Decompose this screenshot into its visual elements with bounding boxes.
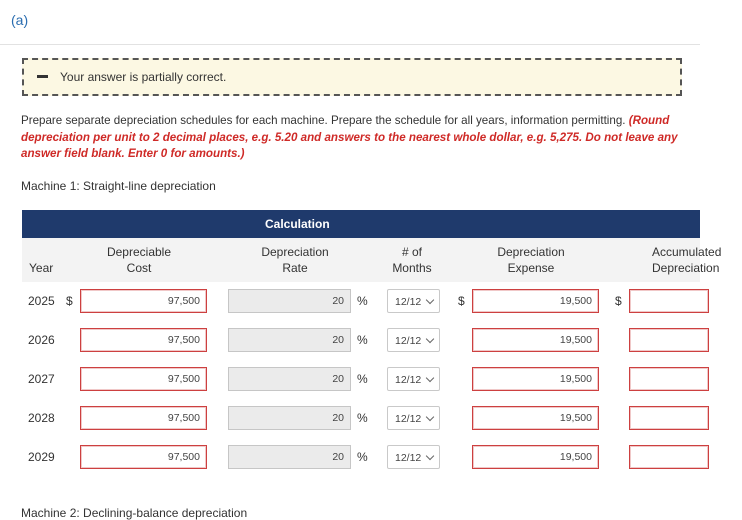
accumulated-depreciation-input[interactable] xyxy=(629,289,709,313)
accumulated-depreciation-input[interactable] xyxy=(629,328,709,352)
partial-correct-alert xyxy=(22,58,682,96)
machine-2-title: Machine 2: Declining-balance depreciation xyxy=(21,506,248,520)
table-row xyxy=(0,445,700,469)
months-select[interactable]: 12/12 xyxy=(387,328,440,352)
depreciation-expense-input[interactable]: 19,500 xyxy=(472,406,599,430)
partial-icon xyxy=(37,75,48,78)
months-select[interactable]: 12/12 xyxy=(387,445,440,469)
months-select[interactable]: 12/12 xyxy=(387,406,440,430)
depreciable-cost-input[interactable]: 97,500 xyxy=(80,445,207,469)
percent-sign: % xyxy=(357,294,368,308)
part-label: (a) xyxy=(11,12,29,28)
percent-sign: % xyxy=(357,372,368,386)
depreciable-cost-input[interactable]: 97,500 xyxy=(80,406,207,430)
percent-sign: % xyxy=(357,450,368,464)
table-row xyxy=(0,406,700,430)
depreciation-expense-input[interactable]: 19,500 xyxy=(472,445,599,469)
header-year: Year xyxy=(29,261,54,275)
depreciable-cost-input[interactable]: 97,500 xyxy=(80,328,207,352)
depreciable-cost-input[interactable]: 97,500 xyxy=(80,289,207,313)
table-header-band xyxy=(22,210,700,238)
depreciation-rate-input[interactable]: 20 xyxy=(228,289,351,313)
table-row xyxy=(0,367,700,391)
alert-message: Your answer is partially correct. xyxy=(60,70,227,84)
accumulated-depreciation-input[interactable] xyxy=(629,406,709,430)
depreciation-rate-input[interactable]: 20 xyxy=(228,367,351,391)
chevron-down-icon xyxy=(426,374,434,382)
depreciation-expense-input[interactable]: 19,500 xyxy=(472,328,599,352)
table-row xyxy=(0,289,700,313)
depreciable-cost-input[interactable]: 97,500 xyxy=(80,367,207,391)
currency-sign: $ xyxy=(615,294,622,308)
currency-sign: $ xyxy=(66,294,73,308)
header-accumulated-depreciation: Accumulated Depreciation xyxy=(652,245,722,275)
table-row xyxy=(0,328,700,352)
row-year: 2027 xyxy=(28,372,55,386)
row-year: 2029 xyxy=(28,450,55,464)
divider xyxy=(0,44,700,45)
header-months: # of Months xyxy=(392,245,432,275)
chevron-down-icon xyxy=(426,413,434,421)
row-year: 2025 xyxy=(28,294,55,308)
header-depreciable-cost: Depreciable Cost xyxy=(106,245,172,275)
row-year: 2028 xyxy=(28,411,55,425)
header-depreciation-expense: Depreciation Expense xyxy=(497,245,565,275)
currency-sign: $ xyxy=(458,294,465,308)
instructions-note: (Round depreciation per unit to 2 decimal places, e.g. 5.20 and answers to the nearest whole dollar, e.g. 5,275. Do not leave any answer field blank. Enter 0 for amounts.) xyxy=(21,114,678,160)
row-year: 2026 xyxy=(28,333,55,347)
machine-1-title: Machine 1: Straight-line depreciation xyxy=(21,179,216,193)
depreciation-expense-input[interactable]: 19,500 xyxy=(472,289,599,313)
calculation-header: Calculation xyxy=(265,217,330,231)
percent-sign: % xyxy=(357,333,368,347)
chevron-down-icon xyxy=(426,335,434,343)
depreciation-expense-input[interactable]: 19,500 xyxy=(472,367,599,391)
months-select[interactable]: 12/12 xyxy=(387,367,440,391)
percent-sign: % xyxy=(357,411,368,425)
instructions-main: Prepare separate depreciation schedules for each machine. Prepare the schedule for all years, information permitting. xyxy=(21,114,629,127)
accumulated-depreciation-input[interactable] xyxy=(629,367,709,391)
chevron-down-icon xyxy=(426,296,434,304)
chevron-down-icon xyxy=(426,452,434,460)
depreciation-rate-input[interactable]: 20 xyxy=(228,406,351,430)
months-select[interactable]: 12/12 xyxy=(387,289,440,313)
header-depreciation-rate: Depreciation Rate xyxy=(261,245,329,275)
instructions xyxy=(21,113,686,163)
depreciation-rate-input[interactable]: 20 xyxy=(228,328,351,352)
depreciation-rate-input[interactable]: 20 xyxy=(228,445,351,469)
accumulated-depreciation-input[interactable] xyxy=(629,445,709,469)
